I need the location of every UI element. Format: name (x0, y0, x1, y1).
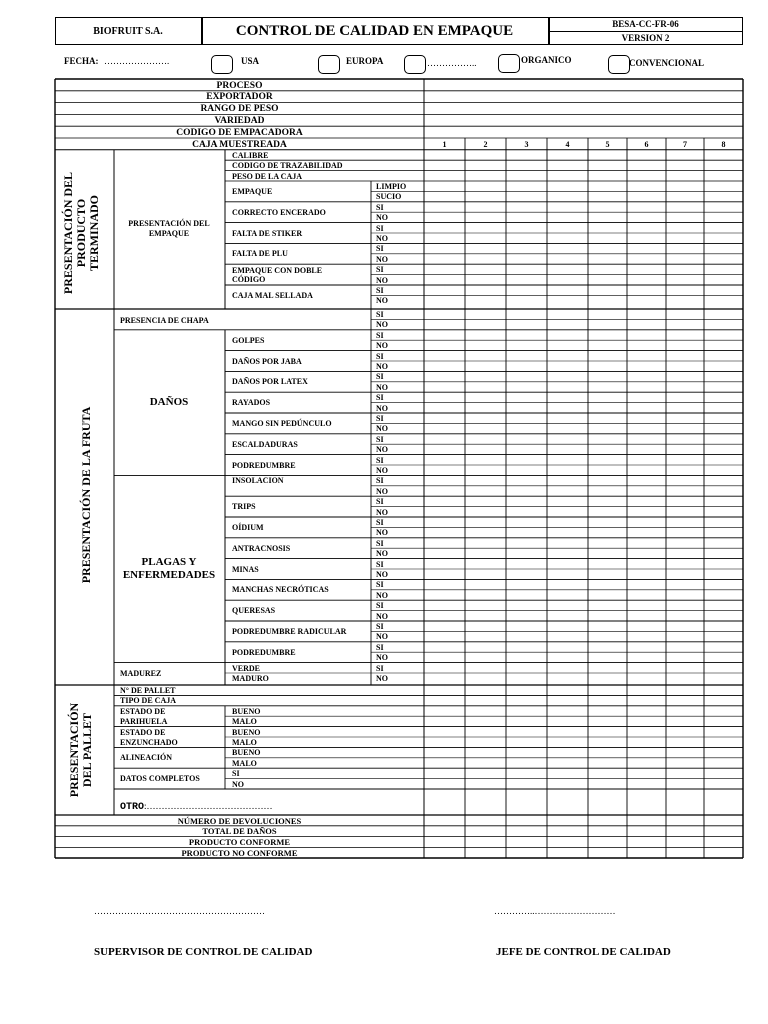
empaque-option: SI (376, 223, 384, 233)
empaque-option: NO (376, 254, 388, 264)
no-option: NO (376, 632, 388, 642)
no-option: NO (376, 486, 388, 496)
signature-line-supervisor[interactable]: ………………………………………………… (94, 906, 265, 916)
plaga-item-label: MINAS (232, 564, 259, 574)
empaque-item-label: CAJA MAL SELLADA (232, 291, 313, 300)
pallet-row-label: ESTADO DE PARIHUELA (120, 706, 168, 726)
signature-supervisor-label: SUPERVISOR DE CONTROL DE CALIDAD (94, 946, 313, 958)
pallet-row-label: TIPO DE CAJA (120, 696, 177, 706)
empaque-option: SI (376, 265, 384, 275)
si-option: SI (376, 351, 384, 361)
empaque-option: NO (376, 275, 388, 285)
si-option: SI (376, 518, 384, 527)
empaque-item-label: FALTA DE PLU (232, 249, 288, 259)
general-row-label: EXPORTADOR (206, 92, 273, 103)
no-option: NO (376, 341, 388, 351)
general-row-label: RANGO DE PESO (200, 104, 279, 115)
pallet-option: MALO (232, 738, 257, 747)
pallet-option: MALO (232, 717, 257, 727)
pallet-option: SI (232, 769, 240, 779)
europa-label: EUROPA (346, 56, 384, 66)
si-option: SI (376, 538, 384, 548)
general-row-label: VARIEDAD (214, 115, 265, 126)
si-option: SI (376, 330, 384, 340)
empaque-option: SI (376, 244, 384, 254)
no-option: NO (376, 403, 388, 413)
plaga-item-label: TRIPS (232, 502, 256, 512)
usa-label: USA (241, 56, 260, 66)
plaga-item-label: PODREDUMBRE (232, 647, 296, 657)
no-option: NO (376, 549, 388, 559)
general-row-label: CODIGO DE EMPACADORA (176, 127, 303, 138)
group-plagas: PLAGAS Y ENFERMEDADES (122, 556, 216, 581)
organico-label: ORGANICO (521, 55, 572, 65)
column-number: 5 (605, 140, 610, 149)
column-number: 4 (565, 140, 570, 149)
no-option: NO (376, 590, 388, 600)
si-option: SI (376, 642, 384, 652)
dano-item-label: DAÑOS POR JABA (232, 356, 302, 366)
no-option: NO (376, 507, 388, 517)
pallet-option: MALO (232, 758, 257, 768)
no-option: NO (376, 362, 388, 371)
no-option: NO (376, 466, 388, 475)
form-version: VERSION 2 (621, 33, 670, 43)
dano-item-label: PODREDUMBRE (232, 460, 296, 470)
pallet-option: NO (232, 779, 244, 789)
plaga-item-label: MANCHAS NECRÓTICAS (232, 585, 329, 595)
column-number: 8 (721, 140, 726, 149)
no-option: NO (376, 611, 388, 621)
dano-item-label: ESCALDADURAS (232, 439, 298, 449)
item-label: PESO DE LA CAJA (232, 171, 303, 181)
madurez-result: NO (376, 674, 388, 683)
column-number: 3 (524, 140, 529, 149)
column-number: 2 (483, 140, 488, 149)
dano-item-label: MANGO SIN PEDÚNCULO (232, 419, 332, 428)
plaga-item-label: QUERESAS (232, 606, 276, 616)
plaga-item-label: OÍDIUM (232, 523, 264, 532)
group-danos: DAÑOS (149, 396, 189, 408)
item-label: CODIGO DE TRAZABILIDAD (232, 161, 343, 171)
empaque-option: NO (376, 234, 388, 243)
pallet-row-label: ALINEACIÓN (120, 753, 173, 763)
si-option: SI (376, 601, 384, 611)
fecha-label: FECHA: (64, 56, 99, 66)
empaque-item-label: CORRECTO ENCERADO (232, 207, 326, 217)
si-option: SI (376, 622, 384, 631)
si-option: SI (376, 476, 384, 486)
madurez-option: MADURO (232, 674, 269, 683)
no-option: NO (376, 528, 388, 538)
empaque-item-label: EMPAQUE (232, 187, 273, 196)
dano-item-label: RAYADOS (232, 398, 271, 408)
signature-jefe-label: JEFE DE CONTROL DE CALIDAD (496, 946, 671, 958)
si-option: SI (376, 497, 384, 507)
no-option: NO (376, 570, 388, 579)
empaque-option: SI (376, 202, 384, 212)
dano-item-label: GOLPES (232, 335, 265, 345)
column-number: 1 (442, 140, 447, 149)
pallet-row-label: ESTADO DE ENZUNCHADO (120, 727, 178, 747)
form-title: CONTROL DE CALIDAD EN EMPAQUE (235, 23, 514, 39)
section-fruta: PRESENTACIÓN DE LA FRUTA (79, 406, 93, 584)
item-label: CALIBRE (232, 151, 269, 160)
plaga-item-label: INSOLACION (232, 476, 284, 486)
otro-field[interactable]: :…………………………………… (144, 801, 273, 811)
signature-line-jefe[interactable]: …………..……………………… (494, 906, 616, 916)
madurez-option: VERDE (232, 663, 261, 673)
column-number: 6 (644, 140, 649, 149)
empaque-option: NO (376, 296, 388, 306)
dano-item-label: DAÑOS POR LATEX (232, 377, 308, 387)
empaque-item-label: FALTA DE STIKER (232, 228, 303, 238)
otro-row (120, 801, 273, 813)
no-option: NO (376, 382, 388, 392)
si-option: SI (376, 372, 384, 382)
empaque-option: SUCIO (376, 192, 402, 202)
section-pallet: PRESENTACIÓN DEL PALLET (67, 702, 94, 798)
no-option: NO (376, 653, 388, 663)
group-presentacion-empaque: PRESENTACIÓN DEL EMPAQUE (128, 219, 210, 238)
si-option: SI (376, 414, 384, 423)
empaque-item-label: EMPAQUE CON DOBLE CÓDIGO (232, 266, 323, 285)
presencia-chapa-label: PRESENCIA DE CHAPA (120, 316, 209, 325)
totals-row-label: PRODUCTO CONFORME (188, 837, 291, 848)
totals-row-label: PRODUCTO NO CONFORME (181, 847, 298, 858)
empaque-option: SI (376, 286, 384, 295)
empaque-option: LIMPIO (376, 182, 407, 191)
madurez-result: SI (376, 663, 384, 673)
totals-row-label: TOTAL DE DAÑOS (202, 826, 277, 837)
convencional-label: CONVENCIONAL (629, 58, 705, 68)
no-option: NO (376, 320, 388, 330)
pallet-option: BUENO (232, 748, 261, 758)
si-option: SI (376, 455, 384, 465)
fecha-field[interactable]: …………………. (104, 56, 170, 66)
madurez-label: MADUREZ (120, 669, 162, 678)
section-producto-terminado: PRESENTACIÓN DEL PRODUCTO TERMINADO (61, 171, 101, 295)
no-option: NO (376, 445, 388, 455)
column-number: 7 (683, 140, 687, 149)
totals-row-label: NÚMERO DE DEVOLUCIONES (177, 815, 302, 826)
empaque-option: NO (376, 213, 388, 223)
plaga-item-label: ANTRACNOSIS (232, 543, 291, 553)
plaga-item-label: PODREDUMBRE RADICULAR (232, 627, 347, 636)
general-row-label: PROCESO (216, 80, 263, 91)
company-name: BIOFRUIT S.A. (93, 26, 163, 37)
general-row-label: CAJA MUESTREADA (192, 139, 287, 150)
si-option: SI (376, 393, 384, 403)
pallet-option: BUENO (232, 706, 261, 716)
other-field[interactable]: …………….. (427, 58, 477, 68)
pallet-row-label: N° DE PALLET (120, 686, 176, 695)
si-option: SI (376, 310, 384, 319)
si-option: SI (376, 434, 384, 444)
no-option: NO (376, 424, 388, 434)
si-option: SI (376, 580, 384, 590)
otro-label: OTRO (120, 802, 145, 813)
pallet-row-label: DATOS COMPLETOS (120, 774, 200, 784)
pallet-option: BUENO (232, 727, 261, 737)
form-code: BESA-CC-FR-06 (612, 19, 679, 29)
si-option: SI (376, 559, 384, 569)
